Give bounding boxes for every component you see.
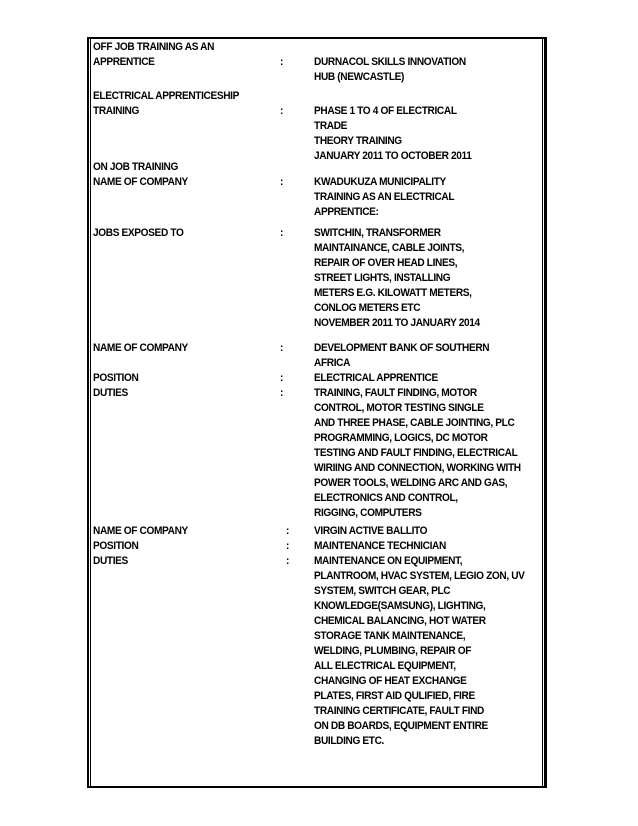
colon: : — [280, 387, 284, 399]
dbsa-duties-label: DUTIES — [93, 387, 128, 399]
electrical-training-value: THEORY TRAINING — [314, 135, 402, 147]
off-job-label-line2: APPRENTICE — [93, 56, 155, 68]
virgin-position-value: MAINTENANCE TECHNICIAN — [314, 540, 446, 552]
on-job-company-value: KWADUKUZA MUNICIPALITY — [314, 176, 446, 188]
dbsa-company-label: NAME OF COMPANY — [93, 342, 188, 354]
jobs-exposed-value: METERS E.G. KILOWATT METERS, — [314, 287, 472, 299]
electrical-training-value: JANUARY 2011 TO OCTOBER 2011 — [314, 150, 472, 162]
electrical-training-label: ELECTRICAL APPRENTICESHIP — [93, 90, 239, 102]
virgin-duties-value: ON DB BOARDS, EQUIPMENT ENTIRE — [314, 720, 488, 732]
colon: : — [280, 105, 284, 117]
colon: : — [286, 555, 290, 567]
colon: : — [280, 372, 284, 384]
colon: : — [286, 525, 290, 537]
colon: : — [280, 227, 284, 239]
dbsa-duties-value: ELECTRONICS AND CONTROL, — [314, 492, 458, 504]
off-job-value: DURNACOL SKILLS INNOVATION — [314, 56, 466, 68]
virgin-duties-value: MAINTENANCE ON EQUIPMENT, — [314, 555, 463, 567]
dbsa-duties-value: CONTROL, MOTOR TESTING SINGLE — [314, 402, 484, 414]
colon: : — [280, 56, 284, 68]
on-job-heading: ON JOB TRAINING — [93, 161, 179, 173]
dbsa-duties-value: WIRIING AND CONNECTION, WORKING WITH — [314, 462, 521, 474]
dbsa-duties-value: TRAINING, FAULT FINDING, MOTOR — [314, 387, 477, 399]
off-job-label: OFF JOB TRAINING AS AN — [93, 41, 215, 53]
virgin-duties-value: CHEMICAL BALANCING, HOT WATER — [314, 615, 486, 627]
virgin-duties-value: ALL ELECTRICAL EQUIPMENT, — [314, 660, 456, 672]
jobs-exposed-value: CONLOG METERS ETC — [314, 302, 421, 314]
virgin-duties-value: STORAGE TANK MAINTENANCE, — [314, 630, 466, 642]
electrical-training-value: TRADE — [314, 120, 348, 132]
virgin-duties-value: PLANTROOM, HVAC SYSTEM, LEGIO ZON, UV — [314, 570, 525, 582]
dbsa-duties-value: AND THREE PHASE, CABLE JOINTING, PLC — [314, 417, 515, 429]
jobs-exposed-value: SWITCHIN, TRANSFORMER — [314, 227, 441, 239]
virgin-company-value: VIRGIN ACTIVE BALLITO — [314, 525, 428, 537]
virgin-duties-value: WELDING, PLUMBING, REPAIR OF — [314, 645, 472, 657]
colon: : — [286, 540, 290, 552]
jobs-exposed-value: STREET LIGHTS, INSTALLING — [314, 272, 451, 284]
off-job-value: HUB (NEWCASTLE) — [314, 71, 405, 83]
dbsa-position-label: POSITION — [93, 372, 139, 384]
virgin-duties-value: SYSTEM, SWITCH GEAR, PLC — [314, 585, 451, 597]
jobs-exposed-value: NOVEMBER 2011 TO JANUARY 2014 — [314, 317, 480, 329]
dbsa-duties-value: TESTING AND FAULT FINDING, ELECTRICAL — [314, 447, 518, 459]
jobs-exposed-label: JOBS EXPOSED TO — [93, 227, 184, 239]
jobs-exposed-value: MAINTAINANCE, CABLE JOINTS, — [314, 242, 465, 254]
virgin-duties-value: PLATES, FIRST AID QULIFIED, FIRE — [314, 690, 475, 702]
dbsa-duties-value: PROGRAMMING, LOGICS, DC MOTOR — [314, 432, 488, 444]
on-job-company-label: NAME OF COMPANY — [93, 176, 188, 188]
on-job-company-value: TRAINING AS AN ELECTRICAL — [314, 191, 455, 203]
dbsa-company-value: DEVELOPMENT BANK OF SOUTHERN — [314, 342, 490, 354]
virgin-position-label: POSITION — [93, 540, 139, 552]
dbsa-position-value: ELECTRICAL APPRENTICE — [314, 372, 438, 384]
electrical-training-value: PHASE 1 TO 4 OF ELECTRICAL — [314, 105, 457, 117]
dbsa-company-value: AFRICA — [314, 357, 351, 369]
virgin-duties-label: DUTIES — [93, 555, 128, 567]
jobs-exposed-value: REPAIR OF OVER HEAD LINES, — [314, 257, 458, 269]
virgin-duties-value: KNOWLEDGE(SAMSUNG), LIGHTING, — [314, 600, 486, 612]
on-job-company-value: APPRENTICE: — [314, 206, 379, 218]
colon: : — [280, 342, 284, 354]
dbsa-duties-value: POWER TOOLS, WELDING ARC AND GAS, — [314, 477, 508, 489]
virgin-duties-value: BUILDING ETC. — [314, 735, 384, 747]
virgin-company-label: NAME OF COMPANY — [93, 525, 188, 537]
electrical-training-label-line2: TRAINING — [93, 105, 139, 117]
dbsa-duties-value: RIGGING, COMPUTERS — [314, 507, 422, 519]
virgin-duties-value: TRAINING CERTIFICATE, FAULT FIND — [314, 705, 484, 717]
colon: : — [280, 176, 284, 188]
virgin-duties-value: CHANGING OF HEAT EXCHANGE — [314, 675, 467, 687]
